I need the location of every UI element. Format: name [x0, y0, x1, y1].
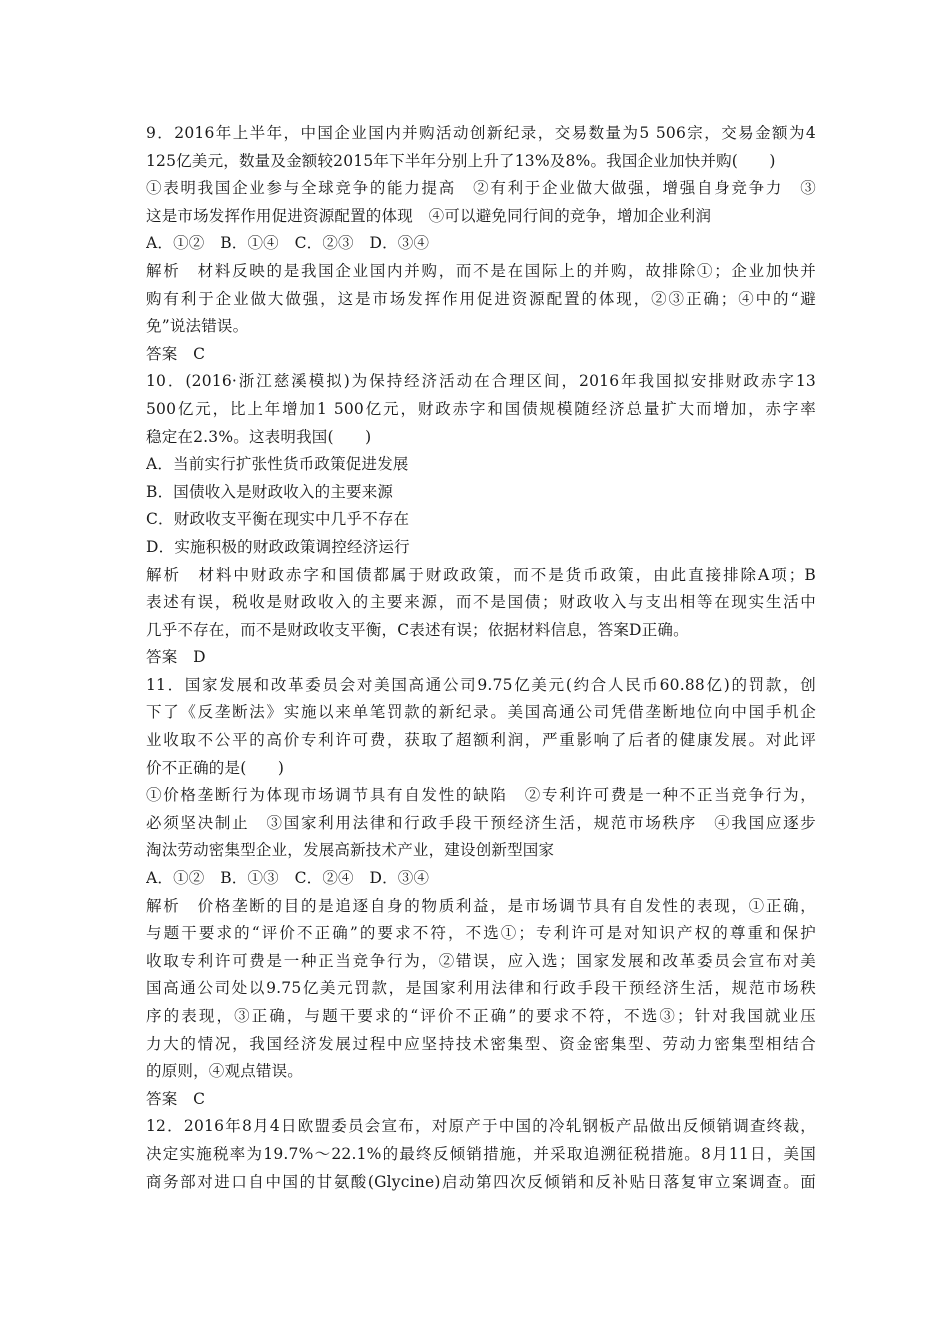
- question-stem-line: 价不正确的是( ): [146, 758, 285, 777]
- answer-option: D．实施积极的财政政策调控经济运行: [146, 537, 410, 556]
- question-stem-line: 业收取不公平的高价专利许可费，获取了超额利润，严重影响了后者的健康发展。对此评: [146, 731, 816, 750]
- question-stem-line: 稳定在2.3%。这表明我国( ): [146, 427, 372, 446]
- analysis-line: 与题干要求的“评价不正确”的要求不符，不选①；专利许可是对知识产权的尊重和保护: [146, 924, 816, 943]
- analysis-line: 免”说法错误。: [146, 317, 249, 336]
- answer-option: C．财政收支平衡在现实中几乎不存在: [146, 510, 410, 529]
- analysis-line: 收取专利许可费是一种正当竞争行为，②错误，应入选；国家发展和改革委员会宣布对美: [146, 951, 816, 970]
- question-stem-line: 125亿美元，数量及金额较2015年下半年分别上升了13%及8%。我国企业加快并购( ): [146, 151, 776, 170]
- analysis-line: 解析 材料反映的是我国企业国内并购，而不是在国际上的并购，故排除①；企业加快并: [146, 261, 816, 280]
- analysis-line: 序的表现，③正确，与题干要求的“评价不正确”的要求不符，不选③；针对我国就业压: [146, 1007, 816, 1025]
- question-block: [146, 1113, 816, 1196]
- question-stem-line: 必须坚决制止 ③国家利用法律和行政手段干预经济生活，规范市场秩序 ④我国应逐步: [146, 813, 816, 832]
- answer-key: 答案 C: [146, 1089, 206, 1108]
- answer-key: 答案 D: [146, 648, 206, 667]
- analysis-line: 表述有误，税收是财政收入的主要来源，而不是国债；财政收入与支出相等在现实生活中: [146, 593, 816, 612]
- question-block: [146, 672, 816, 1114]
- answer-option: B．国债收入是财政收入的主要来源: [146, 482, 394, 501]
- question-stem-line: 11．国家发展和改革委员会对美国高通公司9.75亿美元(约合人民币60.88亿)的罚款，创: [146, 675, 816, 694]
- question-stem-line: 9．2016年上半年，中国企业国内并购活动创新纪录，交易数量为5 506宗，交易金额为4: [146, 124, 816, 142]
- question-block: [146, 120, 816, 368]
- question-block: [146, 368, 816, 672]
- question-stem-line: 12．2016年8月4日欧盟委员会宣布，对原产于中国的冷轧钢板产品做出反倾销调查终裁，: [146, 1117, 816, 1136]
- analysis-line: 解析 材料中财政赤字和国债都属于财政政策，而不是货币政策，由此直接排除A项；B: [146, 565, 816, 584]
- question-stem-line: 下了《反垄断法》实施以来单笔罚款的新纪录。美国高通公司凭借垄断地位向中国手机企: [146, 703, 816, 722]
- question-stem-line: 决定实施税率为19.7%～22.1%的最终反倾销措施，并采取追溯征税措施。8月11日，美国: [146, 1144, 816, 1163]
- answer-option: A．①② B．①③ C．②④ D．③④: [146, 869, 430, 888]
- document-page: [146, 120, 816, 1196]
- question-stem-line: 商务部对进口自中国的甘氨酸(Glycine)启动第四次反倾销和反补贴日落复审立案调查。面: [146, 1172, 816, 1191]
- answer-key: 答案 C: [146, 344, 206, 363]
- question-stem-line: ①表明我国企业参与全球竞争的能力提高 ②有利于企业做大做强，增强自身竞争力 ③: [146, 179, 816, 198]
- question-stem-line: 10．(2016·浙江慈溪模拟)为保持经济活动在合理区间，2016年我国拟安排财政赤字13: [146, 372, 816, 391]
- answer-option: A．当前实行扩张性货币政策促进发展: [146, 455, 409, 474]
- answer-option: A．①② B．①④ C．②③ D．③④: [146, 234, 430, 253]
- question-stem-line: 500亿元，比上年增加1 500亿元，财政赤字和国债规模随经济总量扩大而增加，赤字率: [146, 399, 816, 418]
- analysis-line: 国高通公司处以9.75亿美元罚款，是国家利用法律和行政手段干预经济生活，规范市场秩: [146, 979, 816, 998]
- question-stem-line: ①价格垄断行为体现市场调节具有自发性的缺陷 ②专利许可费是一种不正当竞争行为，: [146, 786, 816, 805]
- analysis-line: 力大的情况，我国经济发展过程中应坚持技术密集型、资金密集型、劳动力密集型相结合: [146, 1034, 816, 1053]
- analysis-line: 的原则，④观点错误。: [146, 1062, 304, 1081]
- analysis-line: 几乎不存在，而不是财政收支平衡，C表述有误；依据材料信息，答案D正确。: [146, 620, 689, 639]
- analysis-line: 解析 价格垄断的目的是追逐自身的物质利益，是市场调节具有自发性的表现，①正确，: [146, 896, 816, 915]
- question-stem-line: 淘汰劳动密集型企业，发展高新技术产业，建设创新型国家: [146, 841, 555, 860]
- question-stem-line: 这是市场发挥作用促进资源配置的体现 ④可以避免同行间的竞争，增加企业利润: [146, 206, 712, 225]
- analysis-line: 购有利于企业做大做强，这是市场发挥作用促进资源配置的体现，②③正确；④中的“避: [146, 289, 816, 308]
